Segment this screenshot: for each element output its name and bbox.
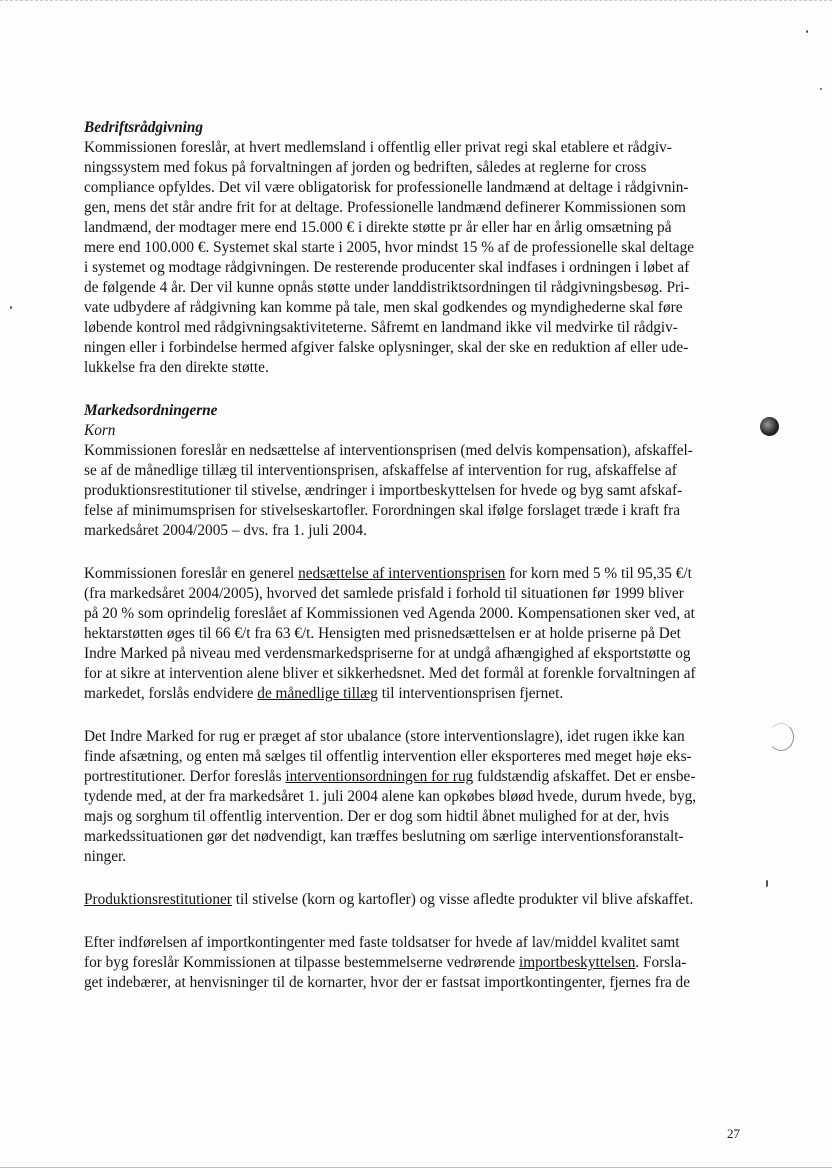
text-span: . Forsla-	[635, 954, 687, 971]
text-span: for byg foreslår Kommissionen at tilpasse bestemmelserne vedrørende	[84, 954, 519, 971]
page-bottom-edge	[0, 1164, 832, 1168]
text-line: majs og sorghum til offentlig intervention. Der er dog som hidtil åbnet mulighed for at der, hvis	[84, 808, 670, 825]
document-body	[84, 118, 764, 993]
text-line: mere end 100.000 €. Systemet skal starte i 2005, hvor mindst 15 % af de professionelle skal deltage	[84, 239, 695, 256]
paragraph-rug	[84, 727, 764, 867]
text-line: felse af minimumsprisen for stivelseskartofler. Forordningen skal ifølge forslaget træde i kraft fra	[84, 502, 680, 519]
text-line: ningssystem med fokus på forvaltningen af jorden og bedriften, således at reglerne for cross	[84, 159, 647, 176]
subheading-korn: Korn	[84, 422, 116, 439]
underlined-term-interventionsordningen-rug: interventionsordningen for rug	[285, 768, 474, 785]
text-line	[84, 564, 764, 584]
page-number: 27	[727, 1126, 740, 1141]
text-line	[84, 890, 764, 910]
text-line: markedsåret 2004/2005 – dvs. fra 1. juli 2004.	[84, 522, 367, 539]
paragraph-produktionsrestitutioner	[84, 890, 764, 910]
scan-speck	[766, 880, 768, 887]
text-line: gen, mens det står andre frit for at deltage. Professionelle landmænd definerer Kommissionen som	[84, 199, 686, 216]
text-span: portrestitutioner. Derfor foreslås	[84, 768, 286, 785]
text-line: lukkelse fra den direkte støtte.	[84, 359, 269, 376]
text-line: Kommissionen foreslår, at hvert medlemsland i offentlig eller privat regi skal etablere et rådgiv-	[84, 139, 672, 156]
text-line: Efter indførelsen af importkontingenter med faste toldsatser for hvede af lav/middel kvalitet samt	[84, 934, 680, 951]
text-line	[84, 953, 764, 973]
underlined-term-interventionsprisen: nedsættelse af interventionsprisen	[298, 565, 506, 582]
binder-hole-faint-mark	[768, 723, 794, 751]
text-line	[84, 767, 764, 787]
underlined-term-maanedlige-tillaeg: de månedlige tillæg	[257, 685, 378, 702]
paragraph-bedriftsraadgivning	[84, 138, 764, 378]
text-line: Indre Marked på niveau med verdensmarkedspriserne for at undgå afhængighed af eksportstøtte og	[84, 645, 691, 662]
text-line: de følgende 4 år. Der vil kunne opnås støtte under landdistriktsordningen til rådgivningsbesøg. Pri-	[84, 279, 690, 296]
text-line: tydende med, at der fra markedsåret 1. juli 2004 alene kan opkøbes bløød hvede, durum hvede, byg,	[84, 788, 697, 805]
text-line: landmænd, der modtager mere end 15.000 € i direkte støtte pr år eller har en årlig omsætning på	[84, 219, 672, 236]
text-span: til interventionsprisen fjernet.	[377, 685, 564, 702]
page-top-edge	[0, 0, 832, 4]
text-span: fuldstændig afskaffet. Det er ensbe-	[473, 768, 696, 785]
text-line: (fra markedsåret 2004/2005), hvorved det samlede prisfald i forhold til situationen før 1999 bliver	[84, 585, 684, 602]
text-line: hektarstøtten øges til 66 €/t fra 63 €/t. Hensigten med prisnedsættelsen er at holde priserne på Det	[84, 625, 681, 642]
scan-speck	[820, 88, 822, 90]
text-span: Kommissionen foreslår en generel	[84, 565, 299, 582]
section-heading-markedsordningerne: Markedsordningerne	[84, 402, 218, 419]
text-line: i systemet og modtage rådgivningen. De resterende producenter skal indfases i ordningen i løbet af	[84, 259, 690, 276]
text-line: markedssituationen gør det nødvendigt, kan træffes beslutning om særlige interventionsforanstalt-	[84, 828, 684, 845]
paragraph-importbeskyttelse	[84, 933, 764, 993]
underlined-term-importbeskyttelsen: importbeskyttelsen	[518, 954, 636, 971]
underlined-term-produktionsrestitutioner: Produktionsrestitutioner	[84, 891, 232, 908]
text-line: ningen eller i forbindelse hermed afgiver falske oplysninger, skal der ske en reduktion af eller ude-	[84, 339, 689, 356]
text-line: produktionsrestitutioner til stivelse, ændringer i importbeskyttelsen for hvede og byg samt afskaf-	[84, 482, 683, 499]
text-line: på 20 % som oprindelig foreslået af Kommissionen ved Agenda 2000. Kompensationen sker ved, at	[84, 605, 695, 622]
text-span: markedet, forslås endvidere	[84, 685, 258, 702]
section-heading-bedriftsraadgivning: Bedriftsrådgivning	[84, 119, 203, 136]
scan-speck	[806, 30, 808, 33]
text-line: se af de månedlige tillæg til interventionsprisen, afskaffelse af intervention for rug, afskaffelse af	[84, 462, 677, 479]
paragraph-interventionspris	[84, 564, 764, 704]
scan-speck	[10, 306, 12, 309]
text-line: Kommissionen foreslår en nedsættelse af interventionsprisen (med delvis kompensation), afskaffel-	[84, 442, 693, 459]
text-span: for korn med 5 % til 95,35 €/t	[505, 565, 692, 582]
paragraph-korn-intro	[84, 441, 764, 541]
text-line: for at sikre at intervention alene bliver et sikkerhedsnet. Med det formål at forenkle forvaltningen af	[84, 665, 696, 682]
text-line	[84, 684, 764, 704]
text-span: til stivelse (korn og kartofler) og visse afledte produkter vil blive afskaffet.	[231, 891, 694, 908]
binder-hole-mark	[760, 417, 779, 436]
text-line: get indebærer, at henvisninger til de kornarter, hvor der er fastsat importkontingenter, fjernes fra de	[84, 974, 690, 991]
text-line: finde afsætning, og enten må sælges til offentlig intervention eller eksporteres med meget høje eks-	[84, 748, 692, 765]
text-line: Det Indre Marked for rug er præget af stor ubalance (store interventionslagre), idet rugen ikke kan	[84, 728, 685, 745]
text-line: løbende kontrol med rådgivningsaktiviteterne. Såfremt en landmand ikke vil medvirke til rådgiv-	[84, 319, 678, 336]
text-line: vate udbydere af rådgivning kan komme på tale, men skal godkendes og myndighederne skal føre	[84, 299, 683, 316]
text-line: ninger.	[84, 848, 127, 865]
text-line: compliance opfyldes. Det vil være obligatorisk for professionelle landmænd at deltage i rådgivnin-	[84, 179, 689, 196]
